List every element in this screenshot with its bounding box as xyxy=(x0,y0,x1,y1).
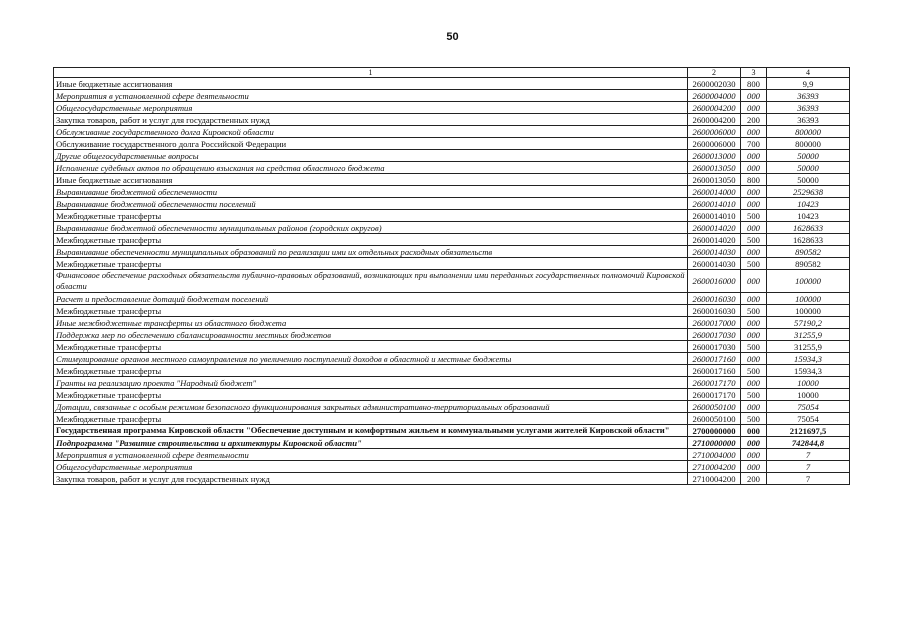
row-name-cell: Расчет и предоставление дотаций бюджетам поселений xyxy=(54,293,688,305)
row-code-cell: 2600050100 xyxy=(688,413,741,425)
row-code-cell: 2600014030 xyxy=(688,258,741,270)
row-expense-type-cell: 000 xyxy=(741,270,767,293)
row-name-cell: Выравнивание обеспеченности муниципальных образований по реализации ими их отдельных расходных обязательств xyxy=(54,246,688,258)
row-code-cell: 2600013000 xyxy=(688,150,741,162)
row-expense-type-cell: 000 xyxy=(741,90,767,102)
row-name-cell: Межбюджетные трансферты xyxy=(54,258,688,270)
row-expense-type-cell: 000 xyxy=(741,162,767,174)
row-name-cell: Дотации, связанные с особым режимом безопасного функционирования закрытых административно-территориальных образований xyxy=(54,401,688,413)
row-amount-cell: 800000 xyxy=(767,126,850,138)
row-name-cell: Государственная программа Кировской области "Обеспечение доступным и комфортным жильем и коммунальными услугами жителей Кировской области" xyxy=(54,425,688,437)
table-row xyxy=(54,437,850,449)
row-amount-cell: 2529638 xyxy=(767,186,850,198)
row-amount-cell: 50000 xyxy=(767,150,850,162)
row-expense-type-cell: 800 xyxy=(741,78,767,90)
row-name-cell: Гранты на реализацию проекта "Народный бюджет" xyxy=(54,377,688,389)
row-name-cell: Иные бюджетные ассигнования xyxy=(54,78,688,90)
row-amount-cell: 15934,3 xyxy=(767,365,850,377)
row-expense-type-cell: 000 xyxy=(741,353,767,365)
row-code-cell: 2600017160 xyxy=(688,353,741,365)
table-row xyxy=(54,174,850,186)
table-row xyxy=(54,329,850,341)
row-code-cell: 2600014020 xyxy=(688,222,741,234)
row-amount-cell: 800000 xyxy=(767,138,850,150)
row-code-cell: 2600013050 xyxy=(688,174,741,186)
row-code-cell: 2710000000 xyxy=(688,437,741,449)
row-expense-type-cell: 000 xyxy=(741,246,767,258)
row-expense-type-cell: 000 xyxy=(741,449,767,461)
row-expense-type-cell: 000 xyxy=(741,186,767,198)
row-name-cell: Закупка товаров, работ и услуг для государственных нужд xyxy=(54,114,688,126)
row-code-cell: 2600017030 xyxy=(688,329,741,341)
row-amount-cell: 75054 xyxy=(767,401,850,413)
row-code-cell: 2600017170 xyxy=(688,377,741,389)
row-amount-cell: 57190,2 xyxy=(767,317,850,329)
row-expense-type-cell: 000 xyxy=(741,461,767,473)
row-code-cell: 2600014020 xyxy=(688,234,741,246)
row-name-cell: Исполнение судебных актов по обращению взыскания на средства областного бюджета xyxy=(54,162,688,174)
column-number-3: 3 xyxy=(741,68,767,78)
row-code-cell: 2600016030 xyxy=(688,305,741,317)
row-expense-type-cell: 500 xyxy=(741,234,767,246)
row-code-cell: 2600004200 xyxy=(688,102,741,114)
row-amount-cell: 742844,8 xyxy=(767,437,850,449)
row-amount-cell: 890582 xyxy=(767,258,850,270)
row-name-cell: Финансовое обеспечение расходных обязательств публично-правовых образований, возникающих при выполнении ими переданных государственных полномочий Кировской области xyxy=(54,270,688,293)
row-name-cell: Межбюджетные трансферты xyxy=(54,210,688,222)
row-expense-type-cell: 000 xyxy=(741,293,767,305)
table-row xyxy=(54,234,850,246)
row-amount-cell: 31255,9 xyxy=(767,341,850,353)
table-row xyxy=(54,198,850,210)
table-row xyxy=(54,114,850,126)
row-amount-cell: 890582 xyxy=(767,246,850,258)
row-amount-cell: 9,9 xyxy=(767,78,850,90)
row-name-cell: Межбюджетные трансферты xyxy=(54,365,688,377)
table-row xyxy=(54,210,850,222)
row-amount-cell: 100000 xyxy=(767,305,850,317)
row-amount-cell: 31255,9 xyxy=(767,329,850,341)
row-expense-type-cell: 000 xyxy=(741,437,767,449)
row-expense-type-cell: 500 xyxy=(741,258,767,270)
row-code-cell: 2600017160 xyxy=(688,365,741,377)
row-expense-type-cell: 700 xyxy=(741,138,767,150)
row-code-cell: 2600016000 xyxy=(688,270,741,293)
row-expense-type-cell: 800 xyxy=(741,174,767,186)
row-code-cell: 2700000000 xyxy=(688,425,741,437)
row-name-cell: Выравнивание бюджетной обеспеченности xyxy=(54,186,688,198)
table-row xyxy=(54,401,850,413)
row-expense-type-cell: 000 xyxy=(741,317,767,329)
row-expense-type-cell: 500 xyxy=(741,413,767,425)
page-number: 50 xyxy=(446,31,459,43)
row-amount-cell: 10000 xyxy=(767,377,850,389)
row-amount-cell: 36393 xyxy=(767,114,850,126)
row-code-cell: 2710004200 xyxy=(688,473,741,485)
row-amount-cell: 36393 xyxy=(767,102,850,114)
row-amount-cell: 50000 xyxy=(767,174,850,186)
row-code-cell: 2600014010 xyxy=(688,198,741,210)
row-expense-type-cell: 000 xyxy=(741,401,767,413)
row-amount-cell: 15934,3 xyxy=(767,353,850,365)
table-row xyxy=(54,258,850,270)
table-row xyxy=(54,222,850,234)
row-name-cell: Межбюджетные трансферты xyxy=(54,341,688,353)
row-amount-cell: 1628633 xyxy=(767,234,850,246)
row-expense-type-cell: 500 xyxy=(741,305,767,317)
row-name-cell: Общегосударственные мероприятия xyxy=(54,461,688,473)
row-name-cell: Выравнивание бюджетной обеспеченности муниципальных районов (городских округов) xyxy=(54,222,688,234)
budget-table xyxy=(53,67,850,485)
row-expense-type-cell: 000 xyxy=(741,222,767,234)
row-expense-type-cell: 000 xyxy=(741,425,767,437)
row-expense-type-cell: 500 xyxy=(741,341,767,353)
row-code-cell: 2600013050 xyxy=(688,162,741,174)
table-row xyxy=(54,413,850,425)
row-expense-type-cell: 000 xyxy=(741,198,767,210)
row-code-cell: 2600017030 xyxy=(688,341,741,353)
row-code-cell: 2600016030 xyxy=(688,293,741,305)
row-name-cell: Межбюджетные трансферты xyxy=(54,413,688,425)
table-row xyxy=(54,305,850,317)
row-amount-cell: 7 xyxy=(767,461,850,473)
row-code-cell: 2710004000 xyxy=(688,449,741,461)
table-row xyxy=(54,449,850,461)
table-row xyxy=(54,138,850,150)
row-amount-cell: 7 xyxy=(767,473,850,485)
row-name-cell: Иные бюджетные ассигнования xyxy=(54,174,688,186)
row-code-cell: 2600014000 xyxy=(688,186,741,198)
row-name-cell: Обслуживание государственного долга Кировской области xyxy=(54,126,688,138)
row-name-cell: Иные межбюджетные трансферты из областного бюджета xyxy=(54,317,688,329)
row-amount-cell: 10423 xyxy=(767,198,850,210)
row-amount-cell: 75054 xyxy=(767,413,850,425)
table-row xyxy=(54,353,850,365)
table-row xyxy=(54,293,850,305)
table-row xyxy=(54,461,850,473)
table-row xyxy=(54,162,850,174)
row-code-cell: 2600017000 xyxy=(688,317,741,329)
row-name-cell: Мероприятия в установленной сфере деятельности xyxy=(54,449,688,461)
row-name-cell: Закупка товаров, работ и услуг для государственных нужд xyxy=(54,473,688,485)
row-expense-type-cell: 000 xyxy=(741,102,767,114)
row-expense-type-cell: 500 xyxy=(741,389,767,401)
row-name-cell: Другие общегосударственные вопросы xyxy=(54,150,688,162)
table-row xyxy=(54,365,850,377)
table-row xyxy=(54,186,850,198)
table-row xyxy=(54,126,850,138)
column-number-row xyxy=(54,68,850,78)
row-name-cell: Поддержка мер по обеспечению сбалансированности местных бюджетов xyxy=(54,329,688,341)
row-name-cell: Мероприятия в установленной сфере деятельности xyxy=(54,90,688,102)
table-row xyxy=(54,389,850,401)
row-name-cell: Стимулирование органов местного самоуправления по увеличению поступлений доходов в областной и местные бюджеты xyxy=(54,353,688,365)
row-amount-cell: 2121697,5 xyxy=(767,425,850,437)
table-row xyxy=(54,473,850,485)
row-expense-type-cell: 200 xyxy=(741,473,767,485)
table-row xyxy=(54,270,850,293)
row-code-cell: 2600004200 xyxy=(688,114,741,126)
row-amount-cell: 100000 xyxy=(767,270,850,293)
row-name-cell: Общегосударственные мероприятия xyxy=(54,102,688,114)
row-name-cell: Обслуживание государственного долга Российской Федерации xyxy=(54,138,688,150)
row-amount-cell: 50000 xyxy=(767,162,850,174)
row-expense-type-cell: 200 xyxy=(741,114,767,126)
row-name-cell: Подпрограмма "Развитие строительства и архитектуры Кировской области" xyxy=(54,437,688,449)
column-number-1: 1 xyxy=(54,68,688,78)
budget-table-body xyxy=(54,68,850,485)
table-row xyxy=(54,150,850,162)
table-row xyxy=(54,317,850,329)
table-row xyxy=(54,377,850,389)
row-name-cell: Межбюджетные трансферты xyxy=(54,234,688,246)
row-amount-cell: 100000 xyxy=(767,293,850,305)
row-expense-type-cell: 000 xyxy=(741,377,767,389)
row-code-cell: 2600014010 xyxy=(688,210,741,222)
row-name-cell: Выравнивание бюджетной обеспеченности поселений xyxy=(54,198,688,210)
table-row xyxy=(54,425,850,437)
table-row xyxy=(54,341,850,353)
row-code-cell: 2600017170 xyxy=(688,389,741,401)
row-expense-type-cell: 000 xyxy=(741,126,767,138)
row-name-cell: Межбюджетные трансферты xyxy=(54,305,688,317)
row-amount-cell: 10423 xyxy=(767,210,850,222)
row-code-cell: 2600014030 xyxy=(688,246,741,258)
row-expense-type-cell: 500 xyxy=(741,365,767,377)
row-amount-cell: 10000 xyxy=(767,389,850,401)
column-number-4: 4 xyxy=(767,68,850,78)
row-code-cell: 2600006000 xyxy=(688,138,741,150)
row-code-cell: 2600006000 xyxy=(688,126,741,138)
table-row xyxy=(54,102,850,114)
row-code-cell: 2600050100 xyxy=(688,401,741,413)
row-code-cell: 2710004200 xyxy=(688,461,741,473)
row-code-cell: 2600002030 xyxy=(688,78,741,90)
table-row xyxy=(54,90,850,102)
table-row xyxy=(54,246,850,258)
row-code-cell: 2600004000 xyxy=(688,90,741,102)
row-expense-type-cell: 000 xyxy=(741,329,767,341)
row-amount-cell: 7 xyxy=(767,449,850,461)
row-amount-cell: 36393 xyxy=(767,90,850,102)
column-number-2: 2 xyxy=(688,68,741,78)
row-expense-type-cell: 500 xyxy=(741,210,767,222)
row-expense-type-cell: 000 xyxy=(741,150,767,162)
row-name-cell: Межбюджетные трансферты xyxy=(54,389,688,401)
row-amount-cell: 1628633 xyxy=(767,222,850,234)
table-row xyxy=(54,78,850,90)
